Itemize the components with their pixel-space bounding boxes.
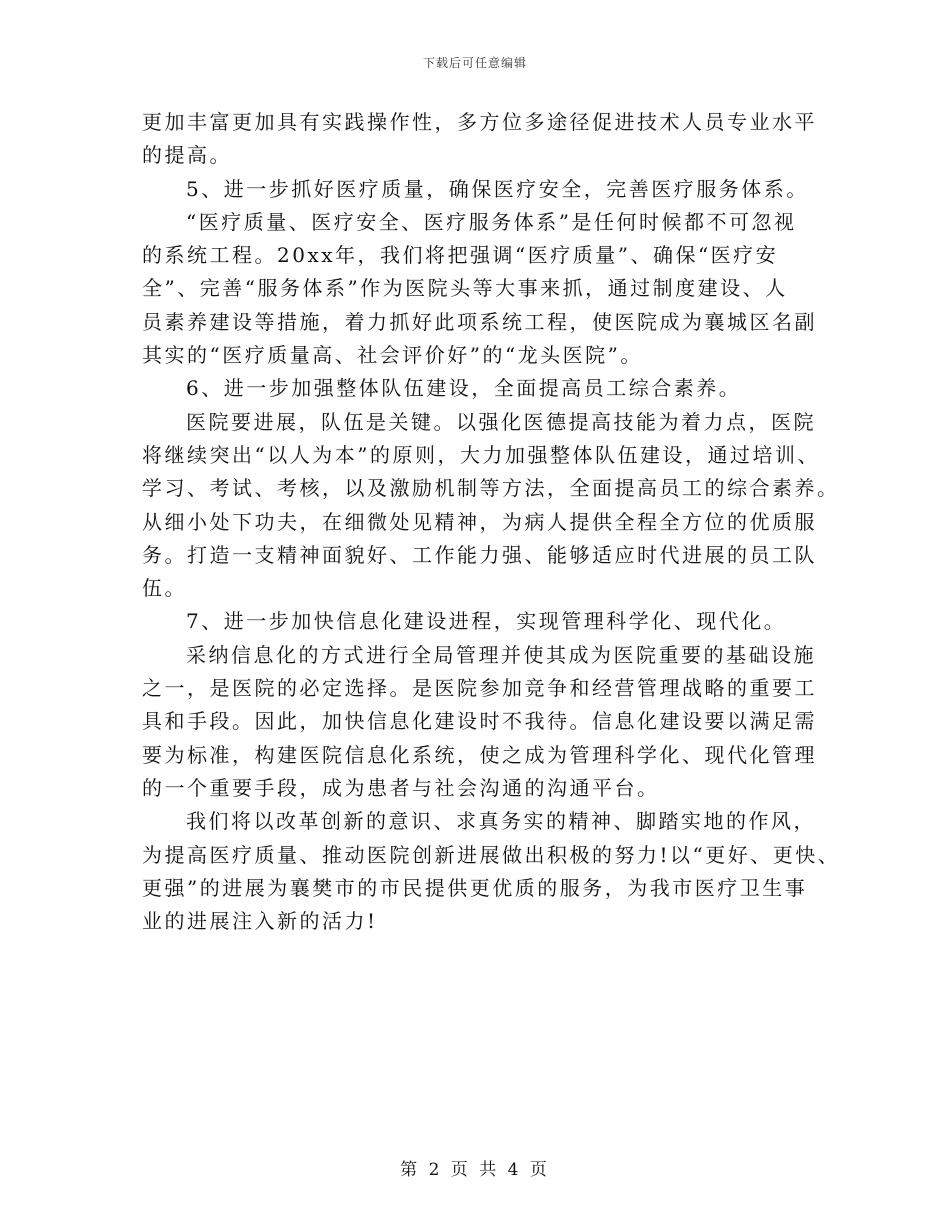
paragraph-line: 的系统工程。20xx年，我们将把强调“医疗质量”、确保“医疗安 bbox=[142, 243, 779, 268]
paragraph-line: 从细小处下功夫，在细微处见精神，为病人提供全程全方位的优质服 bbox=[142, 509, 817, 534]
paragraph-line: 将继续突出“以人为本”的原则，大力加强整体队伍建设，通过培训、 bbox=[142, 442, 820, 467]
paragraph-line: 的提高。 bbox=[142, 143, 232, 168]
paragraph-line: 全”、完善“服务体系”作为医院头等大事来抓，通过制度建设、人 bbox=[142, 276, 788, 301]
paragraph-line: “医疗质量、医疗安全、医疗服务体系”是任何时候都不可忽视 bbox=[186, 209, 797, 234]
paragraph-line: 之一，是医院的必定选择。是医院参加竞争和经营管理战略的重要工 bbox=[142, 676, 817, 701]
paragraph-line: 要为标准，构建医院信息化系统，使之成为管理科学化、现代化管理 bbox=[142, 742, 817, 767]
paragraph-line: 其实的“医疗质量高、社会评价好”的“龙头医院”。 bbox=[142, 343, 643, 368]
paragraph-line: 具和手段。因此，加快信息化建设时不我待。信息化建设要以满足需 bbox=[142, 709, 817, 734]
section-heading: 6、进一步加强整体队伍建设，全面提高员工综合素养。 bbox=[186, 376, 742, 401]
paragraph-line: 务。打造一支精神面貌好、工作能力强、能够适应时代进展的员工队 bbox=[142, 542, 817, 567]
paragraph-line: 我们将以改革创新的意识、求真务实的精神、脚踏实地的作风， bbox=[186, 809, 816, 834]
paragraph-line: 伍。 bbox=[142, 576, 187, 601]
paragraph-line: 采纳信息化的方式进行全局管理并使其成为医院重要的基础设施 bbox=[186, 642, 816, 667]
paragraph-line: 更加丰富更加具有实践操作性，多方位多途径促进技术人员专业水平 bbox=[142, 110, 817, 134]
section-heading: 5、进一步抓好医疗质量，确保医疗安全，完善医疗服务体系。 bbox=[186, 176, 809, 201]
page-number: 第 2 页 共 4 页 bbox=[400, 1160, 550, 1180]
header-note: 下载后可任意编辑 bbox=[422, 56, 527, 70]
section-heading: 7、进一步加快信息化建设进程，实现管理科学化、现代化。 bbox=[186, 609, 787, 634]
paragraph-line: 学习、考试、考核，以及激励机制等方法，全面提高员工的综合素养。 bbox=[142, 476, 840, 501]
paragraph-line: 医院要进展，队伍是关键。以强化医德提高技能为着力点，医院 bbox=[186, 409, 816, 434]
paragraph-line: 更强”的进展为襄樊市的市民提供更优质的服务，为我市医疗卫生事 bbox=[142, 875, 808, 900]
paragraph-line: 为提高医疗质量、推动医院创新进展做出积极的努力!以“更好、更快、 bbox=[142, 842, 841, 867]
paragraph-line: 员素养建设等措施，着力抓好此项系统工程，使医院成为襄城区名副 bbox=[142, 309, 817, 334]
paragraph-line: 业的进展注入新的活力! bbox=[142, 909, 378, 934]
paragraph-line: 的一个重要手段，成为患者与社会沟通的沟通平台。 bbox=[142, 775, 660, 800]
document-body bbox=[142, 106, 841, 938]
